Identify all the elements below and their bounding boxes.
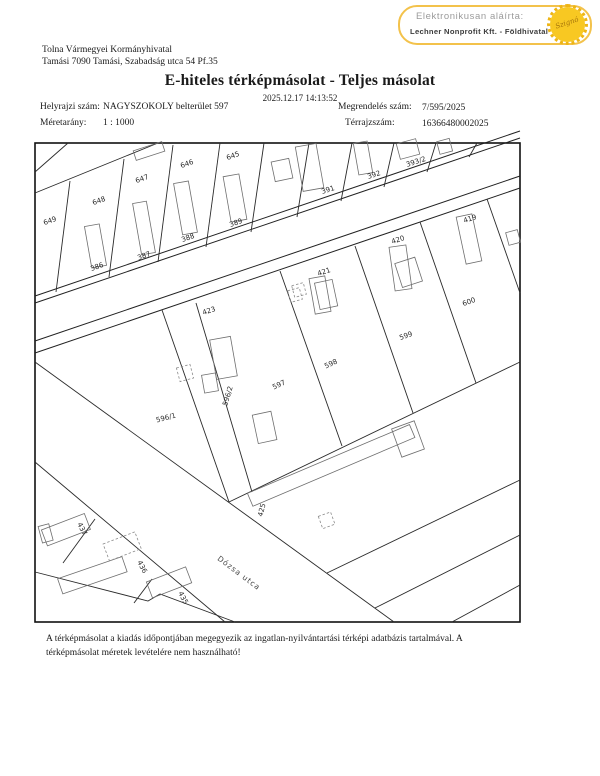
parcel-label: 647 (134, 172, 150, 186)
parcel-label: 393/2 (405, 155, 427, 169)
parcel-label: 392 (366, 169, 382, 181)
parcel-label: 649 (42, 214, 58, 228)
order-number-value: 7/595/2025 (422, 103, 466, 113)
seal-script-text: Szignó (554, 15, 580, 31)
parcel-label: 425 (256, 502, 268, 518)
parcel-label: 596/2 (221, 385, 235, 407)
parcel-label: 600 (461, 295, 477, 309)
order-number-label: Megrendelés szám: (338, 102, 412, 112)
signer-name: Lechner Nonprofit Kft. - Földhivatal (410, 27, 549, 36)
parcel-label: 389 (228, 216, 244, 230)
office-name: Tolna Vármegyei Kormányhivatal (42, 45, 173, 55)
signed-label: Elektronikusan aláírta: (416, 11, 524, 22)
document-title: E-hiteles térképmásolat - Teljes másolat (164, 72, 436, 89)
parcel-label: 435 (176, 590, 190, 606)
parcel-label: 648 (91, 194, 107, 208)
parcel-label: 421 (316, 266, 332, 278)
parcel-label: 388 (180, 231, 196, 245)
parcel-label: 645 (225, 149, 241, 163)
parcel-label: 386 (89, 260, 105, 274)
parcel-label: 423 (201, 305, 217, 317)
parcel-label: 391 (320, 184, 336, 196)
parcel-label: 420 (390, 234, 406, 246)
parcel-label: 437 (75, 521, 89, 537)
street-label: Dózsa utca (215, 553, 263, 593)
scale-label: Méretarány: (40, 118, 87, 128)
parcel-label: 598 (323, 357, 339, 371)
parcel-label: 646 (179, 157, 195, 171)
parcel-label: 387 (136, 249, 152, 263)
sheet-number-label: Térrajzszám: (345, 118, 395, 128)
disclaimer-text: A térképmásolat a kiadás időpontjában megegyezik az ingatlan-nyilvántartási térképi adatbázis tartalmával. A térképmásolat méretek levételére nem használható! (46, 634, 463, 658)
parcel-label: 597 (271, 378, 287, 392)
parcel-label: 436 (135, 559, 149, 575)
parcel-label: 599 (398, 329, 414, 343)
map-frame (35, 143, 520, 622)
parcel-label: 596/1 (155, 411, 177, 425)
document-datetime: 2025.12.17 14:13:52 (262, 93, 338, 103)
office-address: Tamási 7090 Tamási, Szabadság utca 54 Pf.35 (42, 57, 218, 67)
scale-value: 1 : 1000 (103, 118, 135, 128)
parcel-number-label: Helyrajzi szám: (40, 102, 100, 112)
parcel-number-value: NAGYSZOKOLY belterület 597 (103, 102, 229, 112)
parcel-label: 419 (462, 213, 478, 225)
sheet-number-value: 16366480002025 (422, 119, 489, 129)
